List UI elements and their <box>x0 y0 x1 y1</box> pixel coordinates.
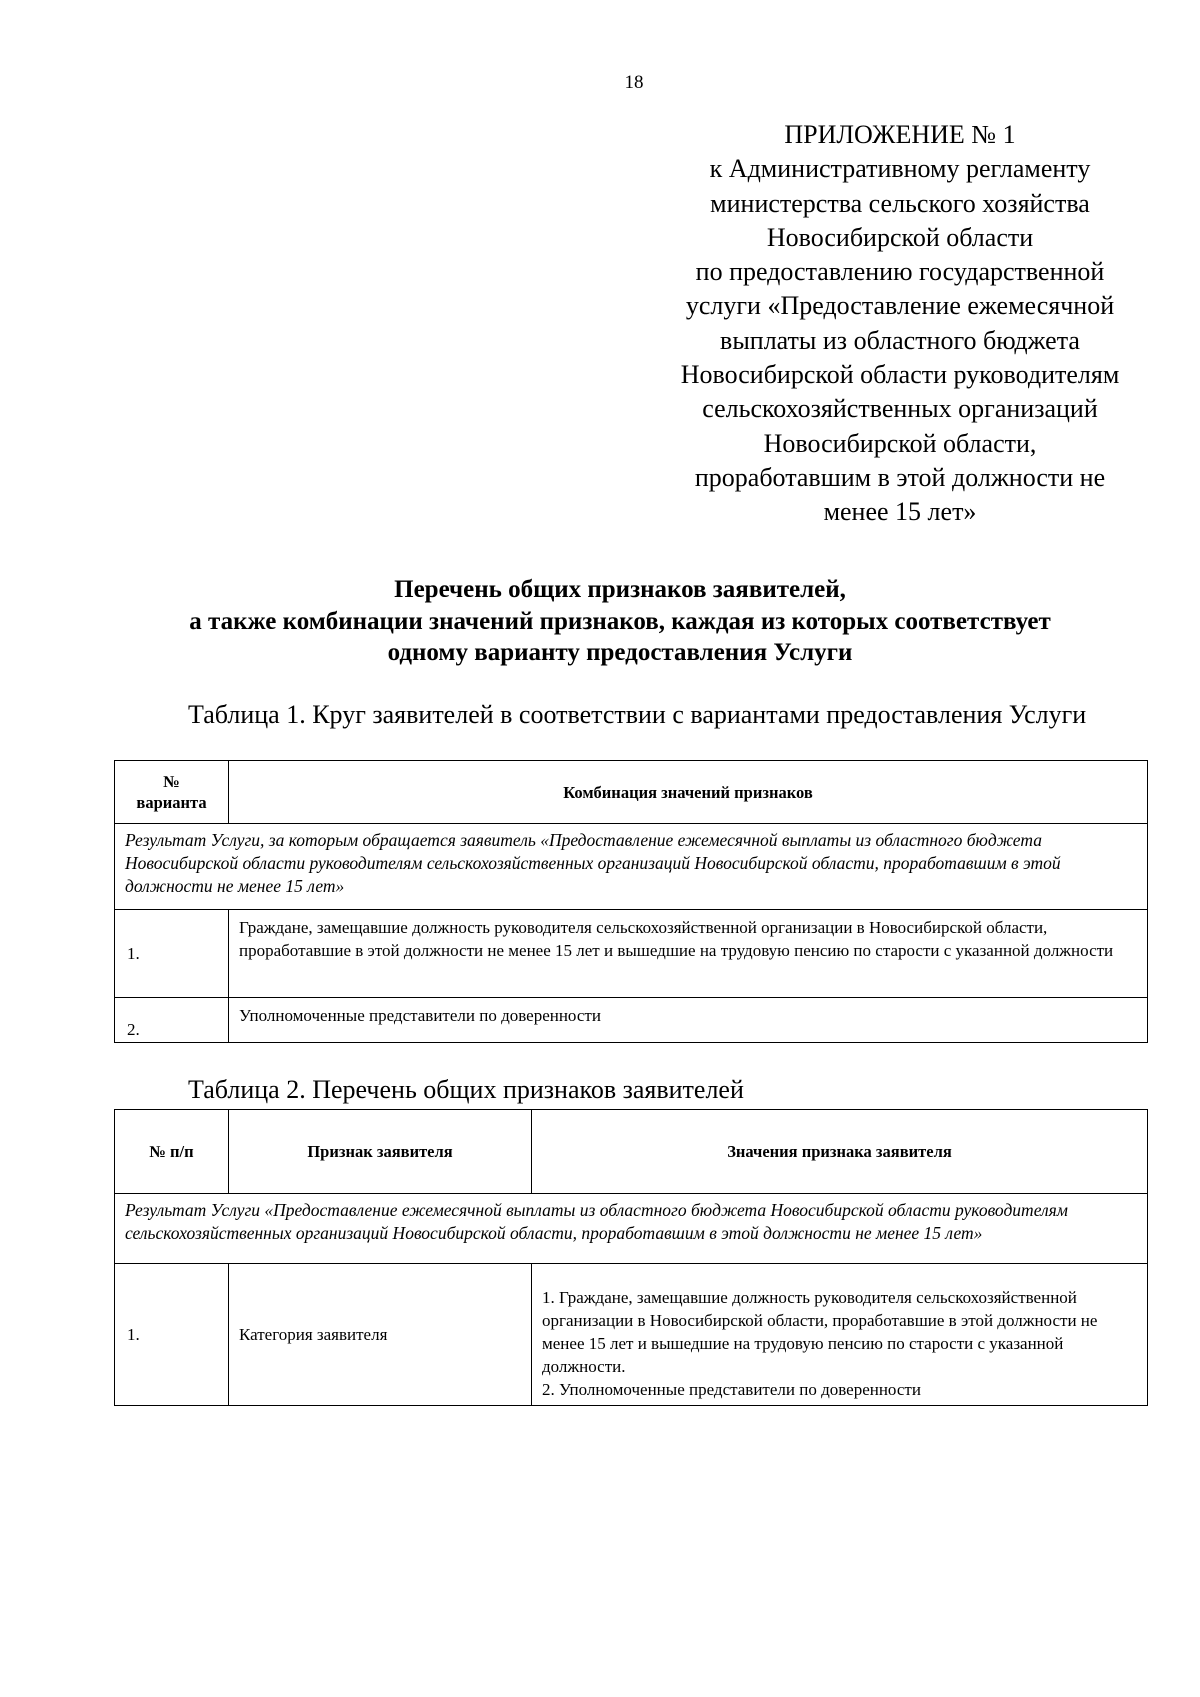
table1 <box>114 760 1148 1043</box>
annex-line: ПРИЛОЖЕНИЕ № 1 <box>784 120 1016 149</box>
table1-header-row <box>115 761 1148 824</box>
annex-line: Новосибирской области, <box>763 428 1037 458</box>
table1-row-number: 2. <box>115 998 229 1043</box>
table2-row-value-1: 1. Граждане, замещавшие должность руководителя сельскохозяйственной организации в Новосибирской области, проработавшие в этой должности не менее 15 лет и вышедшие на трудовую пенсию по старости с указанной должности. <box>542 1288 1098 1376</box>
annex-line: выплаты из областного бюджета <box>720 325 1080 355</box>
list-title-line: а также комбинации значений признаков, каждая из которых соответствует <box>189 607 1051 635</box>
annex-line: менее 15 лет» <box>823 497 977 527</box>
table1-header-number <box>115 761 229 824</box>
table2-header-attribute: Признак заявителя <box>229 1110 532 1194</box>
table1-row-text: Уполномоченные представители по доверенности <box>229 998 1148 1043</box>
table-row <box>115 1264 1148 1406</box>
annex-line: к Административному регламенту <box>709 154 1091 184</box>
table1-result-text: Результат Услуги, за которым обращается заявитель «Предоставление ежемесячной выплаты из областного бюджета Новосибирской области руководителям сельскохозяйственных организаций Новосибирской области, проработавшим в этой должности не менее 15 лет» <box>115 824 1148 910</box>
table1-caption: Таблица 1. Круг заявителей в соответствии с вариантами предоставления Услуги <box>188 700 1087 729</box>
page-number: 18 <box>624 72 644 93</box>
list-title-line: Перечень общих признаков заявителей, <box>394 576 846 603</box>
annex-line: Новосибирской области руководителям <box>680 360 1120 390</box>
list-title <box>120 574 1120 669</box>
annex-line: услуги «Предоставление ежемесячной <box>685 291 1115 321</box>
table2-row-attribute: Категория заявителя <box>229 1264 532 1406</box>
list-title-line: одному варианту предоставления Услуги <box>387 639 853 666</box>
table1-header-number-line2: варианта <box>136 793 207 812</box>
table2-row-number: 1. <box>115 1264 229 1406</box>
annex-line: сельскохозяйственных организаций <box>702 394 1098 424</box>
table2-header-values: Значения признака заявителя <box>532 1110 1148 1194</box>
table2-row-value-2: 2. Уполномоченные представители по доверенности <box>542 1380 921 1399</box>
table1-row-text: Граждане, замещавшие должность руководителя сельскохозяйственной организации в Новосибирской области, проработавшие в этой должности не менее 15 лет и вышедшие на трудовую пенсию по старости с указанной должности <box>229 910 1148 998</box>
table2-header-number: № п/п <box>115 1110 229 1194</box>
table2 <box>114 1109 1148 1406</box>
annex-line: проработавшим в этой должности не <box>694 462 1106 492</box>
table1-row-number: 1. <box>115 910 229 998</box>
table2-result-row <box>115 1194 1148 1264</box>
annex-line: министерства сельского хозяйства <box>710 188 1090 218</box>
table1-header-number-line1: № <box>163 772 180 791</box>
table2-header-row <box>115 1110 1148 1194</box>
table2-row-values <box>532 1264 1148 1406</box>
table-row <box>115 910 1148 998</box>
table2-caption: Таблица 2. Перечень общих признаков заявителей <box>188 1075 744 1104</box>
annex-block <box>620 118 1180 530</box>
table2-result-text: Результат Услуги «Предоставление ежемесячной выплаты из областного бюджета Новосибирской области руководителям сельскохозяйственных организаций Новосибирской области, проработавшим в этой должности не менее 15 лет» <box>115 1194 1148 1264</box>
annex-line: по предоставлению государственной <box>695 257 1105 287</box>
table-row <box>115 998 1148 1043</box>
table1-header-combination: Комбинация значений признаков <box>229 761 1148 824</box>
table1-result-row <box>115 824 1148 910</box>
annex-line: Новосибирской области <box>766 222 1034 252</box>
